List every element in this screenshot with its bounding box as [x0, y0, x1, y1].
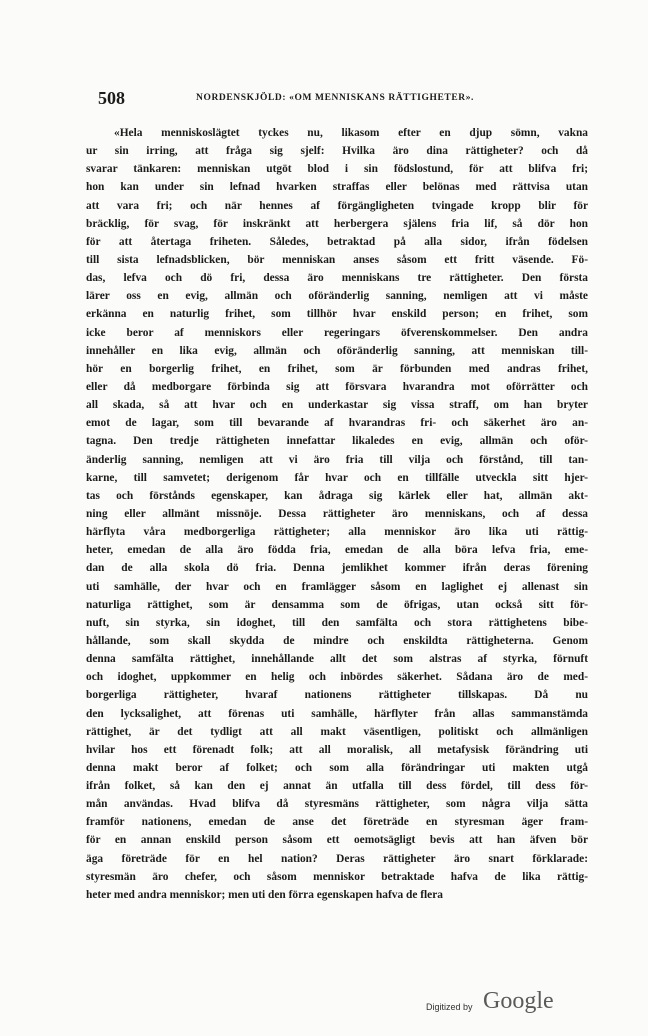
text-line: till sista lefnadsblicken, bör menniskan anses såsom ett fritt väsende. Fö- [86, 253, 588, 266]
text-line: änderlig sanning, nemligen att vi äro fria till vilja och förstånd, till tan- [86, 453, 588, 466]
text-line: denna makt beror af folket; och som alla förändringar uti makten utgå [86, 761, 588, 774]
text-line: tas och förstånds egenskaper, kan ådraga sig kärlek eller hat, allmän akt- [86, 489, 588, 502]
text-line: ning eller allmänt missnöje. Dessa rättigheter äro menniskans, och af dessa [86, 507, 588, 520]
text-line: framför nationens, emedan de anse det företräde en styresman äger fram- [86, 816, 588, 829]
google-logo: Google [483, 988, 554, 1014]
text-line: hör en borgerlig frihet, en frihet, som är förbunden med andras frihet, [86, 362, 588, 375]
text-line: all skada, så att hvar och en underkastar sig vissa straff, om han bryter [86, 399, 588, 412]
text-line: rättighet, är det tydligt att all makt väsentligen, politiskt och allmänligen [86, 725, 588, 738]
text-line: tagna. Den tredje rättigheten innefattar likaledes en evig, allmän och oför- [86, 435, 588, 448]
text-line: svarar tänkaren: menniskan utgöt blod i sin födslostund, för att blifva fri; [86, 163, 588, 176]
text-line: att vara fri; och när hennes af förgängligheten tvingade kropp blir för [86, 199, 588, 212]
text-line: styresmän äro chefer, och såsom menniskor betraktade hafva de lika rättig- [86, 870, 588, 883]
text-line: mån användas. Hvad blifva då styresmäns rättigheter, som några vilja sätta [86, 798, 588, 811]
text-line: äga företräde för en hel nation? Deras rättigheter äro snart förklarade: [86, 852, 588, 865]
text-line: icke beror af menniskors eller regeringars öfverenskommelser. Den andra [86, 326, 588, 339]
text-line: naturliga rättighet, som är densamma som de öfrigas, utan också sitt för- [86, 598, 588, 611]
text-line: dan de alla skola dö fria. Denna jemlikhet kommer ifrån deras förening [86, 562, 588, 575]
text-line: heter, emedan de alla äro födda fria, emedan de alla böra lefva fria, eme- [86, 544, 588, 557]
text-line: borgerliga rättigheter, hvaraf nationens rättigheter tillskapas. Då nu [86, 689, 588, 702]
text-line: innehåller en lika evig, allmän och oföränderlig sanning, att menniskan till- [86, 344, 588, 357]
text-line: das, lefva och dö fri, dessa äro menniskans tre rättigheter. Den första [86, 272, 588, 285]
body-paragraph [86, 124, 588, 904]
text-line: emot de lagar, som till bevarande af hvarandras fri- och säkerhet äro an- [86, 417, 588, 430]
text-line: nuft, sin styrka, sin idoghet, till den samfälta och stora rättighetens bibe- [86, 616, 588, 629]
text-line: lärer oss en evig, allmän och oföränderlig sanning, nemligen att vi måste [86, 290, 588, 303]
text-line: «Hela menniskoslägtet tyckes nu, likasom efter en djup sömn, vakna [114, 127, 588, 139]
text-line: karne, till samvetet; derigenom får hvar och en tillfälle utveckla sitt hjer- [86, 471, 588, 484]
text-line: eller då medborgare förbinda sig att försvara hvarandra mot oförrätter och [86, 380, 588, 393]
text-line: heter med andra menniskor; men uti den förra egenskapen hafva de flera [86, 888, 443, 901]
text-line: hon kan under sin lefnad hvarken straffas eller belönas med rättvisa utan [86, 181, 588, 194]
text-line: hållande, som skall skydda de mindre och enskildta rättigheterna. Genom [86, 634, 588, 647]
text-line: för en annan enskild person såsom ett oemotsägligt bevis att han äfven bör [86, 834, 588, 847]
text-line: erkänna en naturlig frihet, som tillhör hvar enskild person; en frihet, som [86, 308, 588, 321]
text-line: den lycksalighet, att förenas uti samhälle, härflyter från allas sammanstämda [86, 707, 588, 720]
google-watermark [426, 988, 566, 1018]
page-header [98, 88, 598, 110]
text-line: hvilar hos ett förenadt folk; att all moralisk, all metafysisk förändring uti [86, 743, 588, 756]
text-line: denna samfälta rättighet, innehållande allt det som alstras af styrka, förnuft [86, 653, 588, 666]
text-line: uti samhälle, der hvar och en framlägger såsom en laglighet ej allenast sin [86, 580, 588, 593]
text-line: för att återtaga friheten. Således, betraktad på alla sidor, ifrån födelsen [86, 235, 588, 248]
page-number: 508 [98, 88, 125, 108]
digitized-by-label: Digitized by [426, 1002, 473, 1012]
text-line: ifrån folket, så kan den ej annat än utfalla till dess fördel, till dess för- [86, 780, 588, 793]
running-head: NORDENSKJÖLD: «OM MENNISKANS RÄTTIGHETER». [196, 93, 475, 103]
text-line: och idoghet, uppkommer en helig och inbördes säkerhet. Sådana äro de med- [86, 671, 588, 684]
text-line: bräcklig, för svag, för inskränkt att herbergera själens fria lif, så dör hon [86, 217, 588, 230]
text-line: härflyta våra medborgerliga rättigheter; alla menniskor äro lika uti rättig- [86, 526, 588, 539]
text-line: ur sin irring, att fråga sig sjelf: Hvilka äro dina rättigheter? och då [86, 145, 588, 158]
